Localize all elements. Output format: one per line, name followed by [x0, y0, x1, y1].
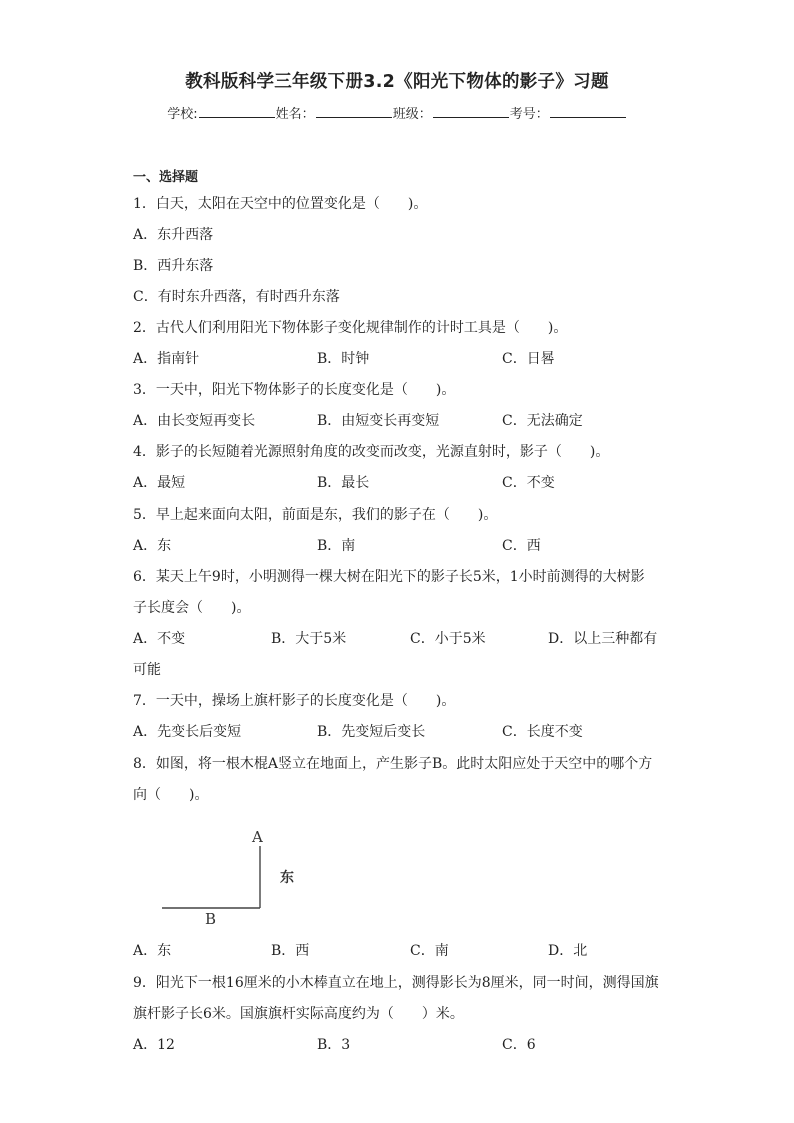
question-7-stem: 7．一天中，操场上旗杆影子的长度变化是（ )。: [133, 693, 456, 709]
question-2-stem: 2．古代人们利用阳光下物体影子变化规律制作的计时工具是（ )。: [133, 320, 568, 336]
section-heading: 一、选择题: [133, 170, 199, 185]
q8-option-c: C．南: [410, 943, 449, 959]
q9-option-b: B．3: [317, 1037, 351, 1053]
q5-option-b: B．南: [317, 538, 356, 554]
q7-option-c: C．长度不变: [502, 724, 583, 740]
q5-option-c: C．西: [502, 538, 541, 554]
q6-option-d-continued: 可能: [133, 662, 161, 678]
q5-option-a: A．东: [133, 538, 172, 554]
q2-option-a: A．指南针: [133, 351, 200, 367]
q6-option-a: A．不变: [133, 631, 186, 647]
q1-option-c: C．有时东升西落，有时西升东落: [133, 289, 340, 305]
q2-option-b: B．时钟: [317, 351, 370, 367]
question-9-stem-line-1: 9．阳光下一根16厘米的小木棒直立在地上，测得影长为8厘米，同一时间，测得国旗: [133, 975, 659, 991]
number-blank[interactable]: [550, 104, 626, 118]
class-blank[interactable]: [433, 104, 509, 118]
question-6-stem-line-2: 子长度会（ )。: [133, 600, 251, 616]
question-9-stem-line-2: 旗杆影子长6米。国旗旗杆实际高度约为（ ）米。: [133, 1006, 464, 1022]
question-6-stem-line-1: 6．某天上午9时，小明测得一棵大树在阳光下的影子长5米，1小时前测得的大树影: [133, 569, 645, 585]
q4-option-a: A．最短: [133, 475, 186, 491]
question-3-stem: 3．一天中，阳光下物体影子的长度变化是（ )。: [133, 382, 456, 398]
q6-option-b: B．大于5米: [271, 631, 347, 647]
q8-option-b: B．西: [271, 943, 310, 959]
shadow-b-label: B: [205, 910, 217, 928]
question-8-stem-line-1: 8．如图，将一根木棍A竖立在地面上，产生影子B。此时太阳应处于天空中的哪个方: [133, 756, 653, 772]
stick-shadow-figure: [150, 822, 310, 932]
q3-option-a: A．由长变短再变长: [133, 413, 256, 429]
question-4-stem: 4．影子的长短随着光源照射角度的改变而改变，光源直射时，影子（ )。: [133, 444, 610, 460]
school-label: 学校:: [167, 107, 198, 122]
q8-option-a: A．东: [133, 943, 172, 959]
q9-option-a: A．12: [133, 1037, 175, 1053]
class-label: 班级：: [392, 107, 432, 122]
q9-option-c: C．6: [502, 1037, 536, 1053]
q7-option-b: B．先变短后变长: [317, 724, 426, 740]
q3-option-c: C．无法确定: [502, 413, 583, 429]
q6-option-c: C．小于5米: [410, 631, 486, 647]
student-info-line: [0, 103, 794, 122]
q6-option-d: D．以上三种都有: [548, 631, 658, 647]
q1-option-b: B．西升东落: [133, 258, 214, 274]
q1-option-a: A．东升西落: [133, 227, 214, 243]
stick-a-label: A: [252, 828, 263, 846]
q3-option-b: B．由短变长再变短: [317, 413, 440, 429]
q4-option-c: C．不变: [502, 475, 555, 491]
name-label: 姓名：: [275, 107, 315, 122]
q7-option-a: A．先变长后变短: [133, 724, 242, 740]
question-8-stem-line-2: 向（ )。: [133, 787, 209, 803]
school-blank[interactable]: [199, 104, 275, 118]
worksheet-title: 教科版科学三年级下册3.2《阳光下物体的影子》习题: [185, 72, 609, 92]
q4-option-b: B．最长: [317, 475, 370, 491]
q8-option-d: D．北: [548, 943, 588, 959]
number-label: 考号：: [509, 107, 549, 122]
q2-option-c: C．日晷: [502, 351, 555, 367]
question-5-stem: 5．早上起来面向太阳，前面是东，我们的影子在（ )。: [133, 507, 498, 523]
east-label: 东: [280, 870, 294, 886]
question-1-stem: 1．白天，太阳在天空中的位置变化是（ )。: [133, 196, 428, 212]
name-blank[interactable]: [316, 104, 392, 118]
